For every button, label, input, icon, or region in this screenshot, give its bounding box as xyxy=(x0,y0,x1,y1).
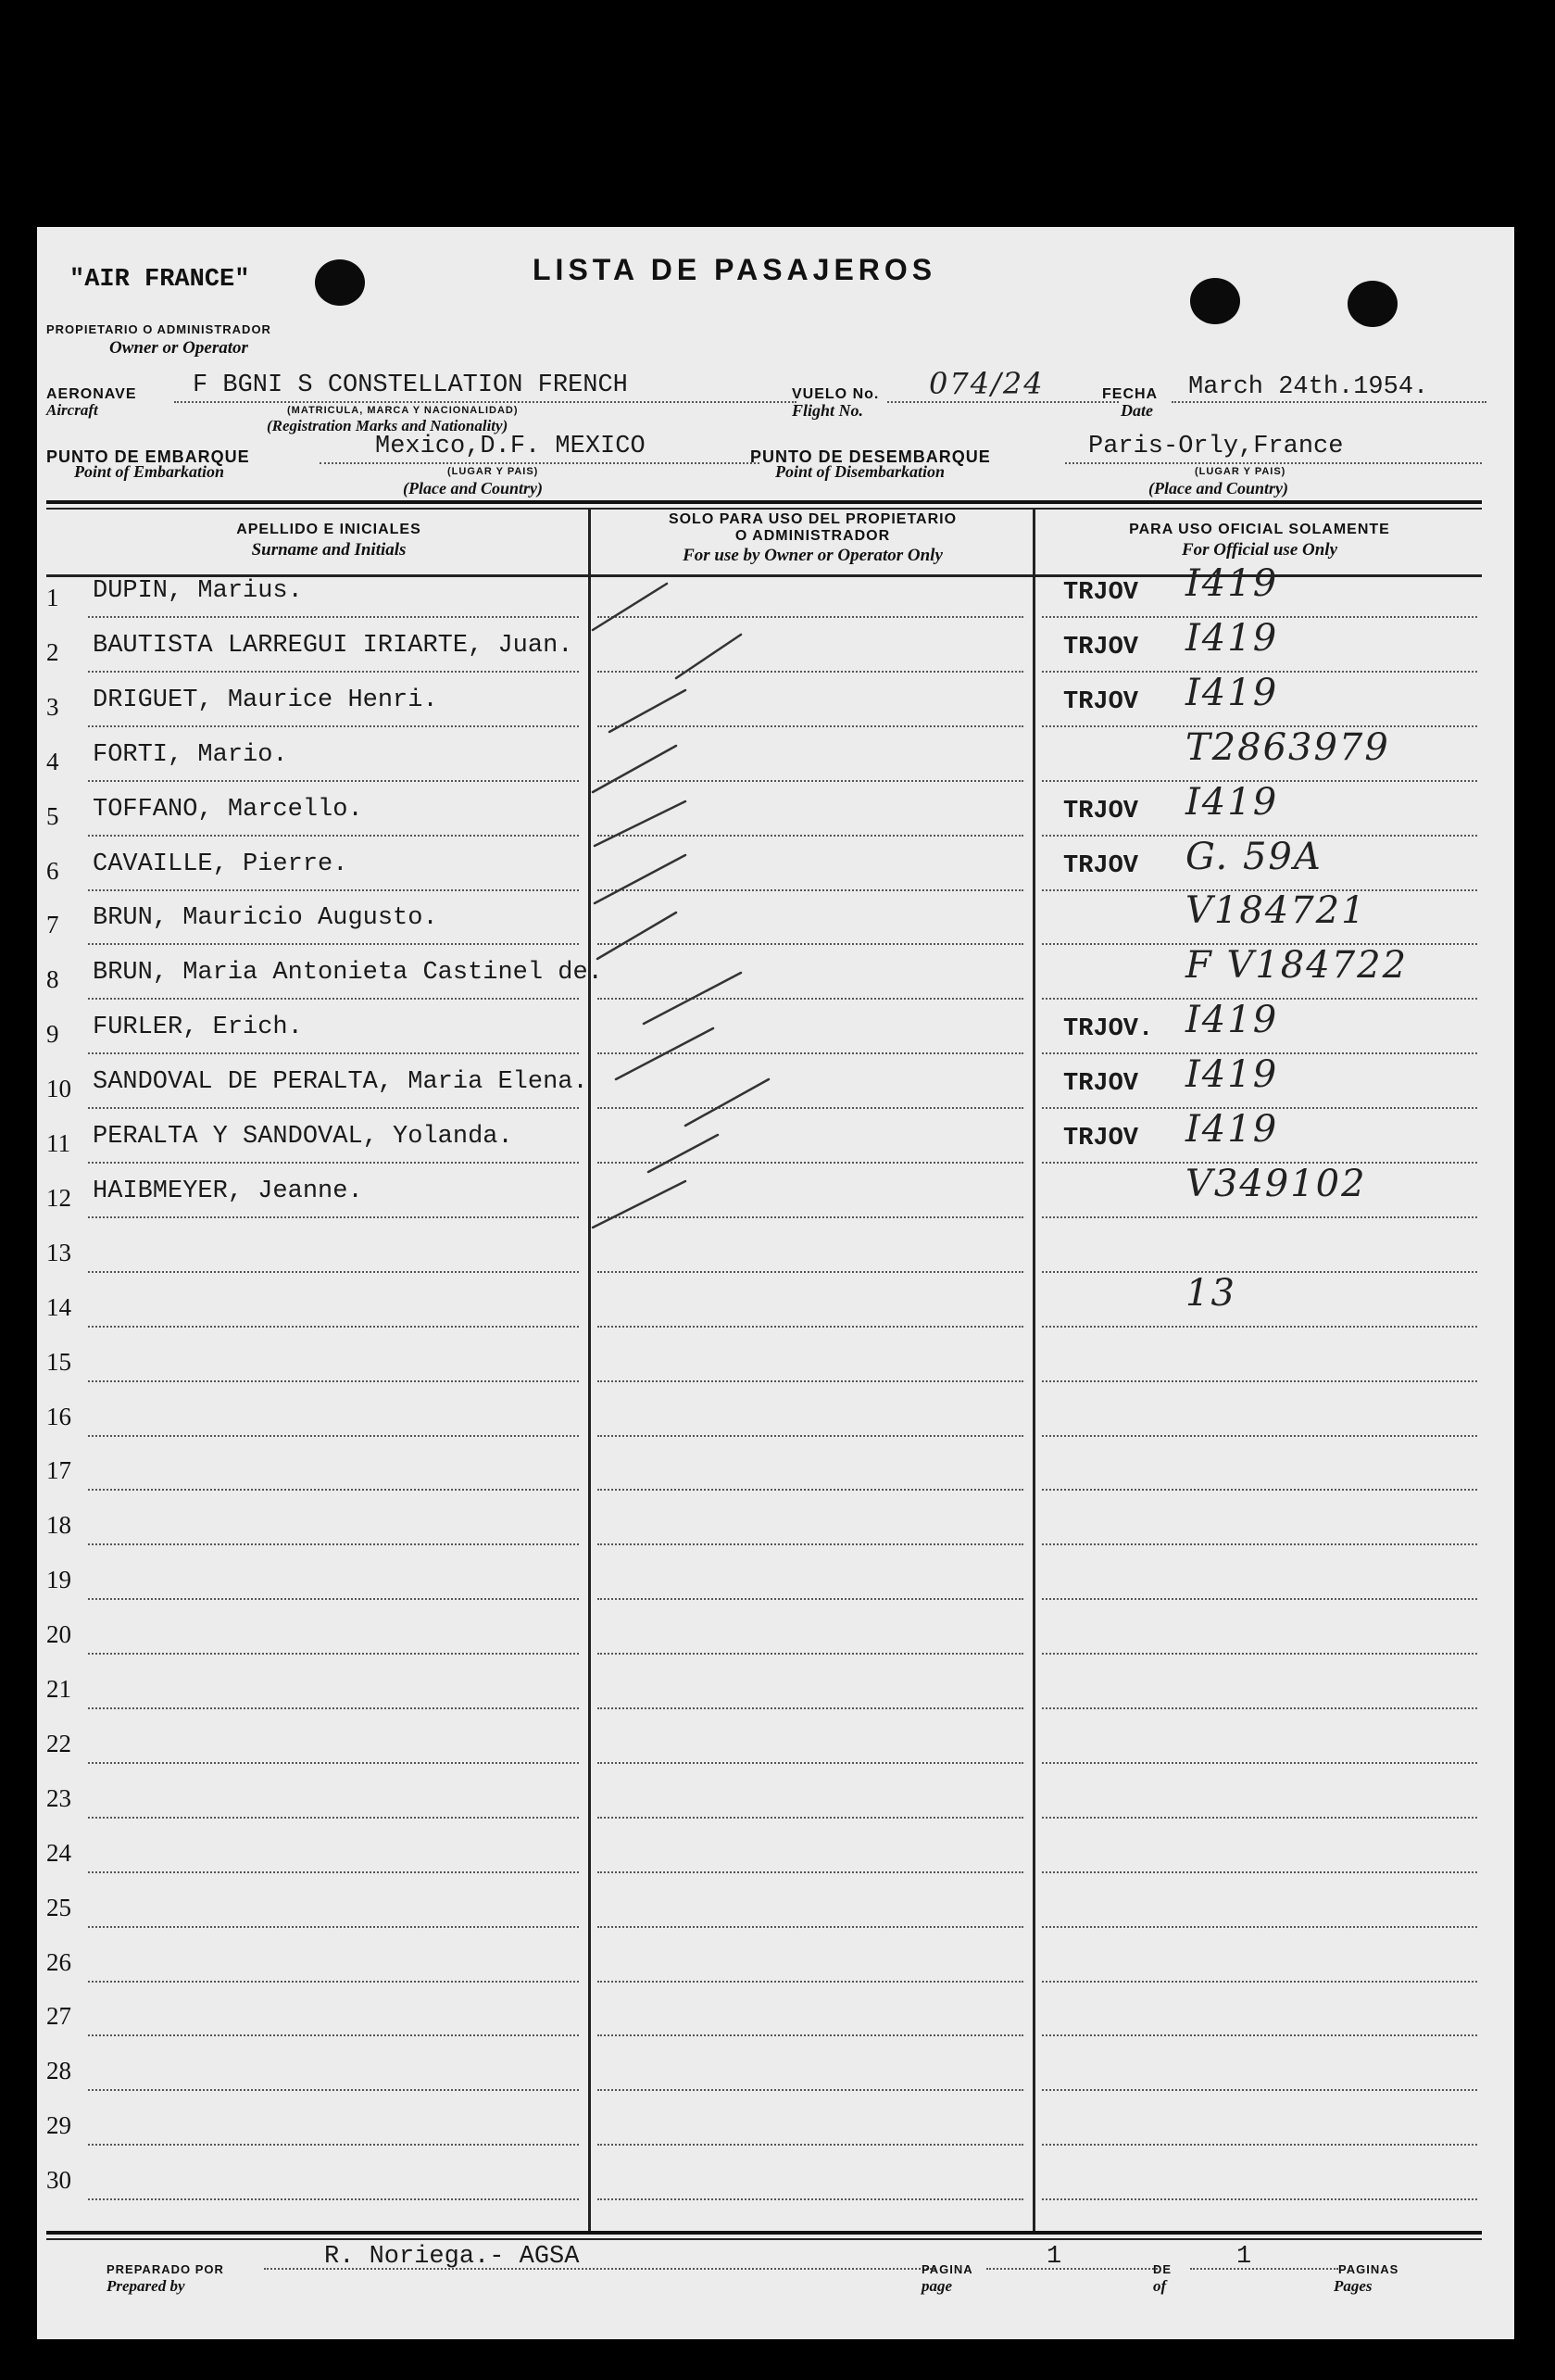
official-annotation: I419 xyxy=(1185,671,1279,714)
row-number: 4 xyxy=(46,747,59,775)
embark-caption: (LUGAR Y PAIS) xyxy=(447,466,539,477)
col-header-official: PARA USO OFICIAL SOLAMENTE xyxy=(1129,522,1390,537)
row-number: 13 xyxy=(46,1238,71,1266)
row-number: 20 xyxy=(46,1620,71,1649)
aircraft-caption: (MATRICULA, MARCA Y NACIONALIDAD) xyxy=(287,405,519,416)
official-annotation: F V184722 xyxy=(1185,944,1409,988)
official-annotation: I419 xyxy=(1185,562,1279,605)
row-number: 23 xyxy=(46,1783,71,1812)
bottom-rule xyxy=(46,2231,1482,2235)
official-stamp: TRJOV xyxy=(1063,633,1139,661)
passenger-name: TOFFANO, Marcello. xyxy=(93,795,363,824)
passenger-name: BRUN, Maria Antonieta Castinel de. xyxy=(93,959,603,988)
row-number: 8 xyxy=(46,965,59,994)
disembark-caption-en: (Place and Country) xyxy=(1148,479,1288,497)
check-mark xyxy=(685,1079,769,1126)
passenger-name: DUPIN, Marius. xyxy=(93,577,303,605)
official-annotation: I419 xyxy=(1185,1053,1279,1097)
of-label-en: of xyxy=(1153,2277,1167,2295)
date-label: FECHA xyxy=(1102,386,1159,402)
of-value: 1 xyxy=(1236,2243,1252,2271)
operator-label: PROPIETARIO O ADMINISTRADOR xyxy=(46,322,271,336)
row-number: 19 xyxy=(46,1566,71,1594)
passenger-name: FURLER, Erich. xyxy=(93,1014,303,1042)
page-value: 1 xyxy=(1047,2243,1062,2271)
check-marks xyxy=(37,227,1514,2339)
prepared-underline xyxy=(264,2268,935,2270)
row-number: 5 xyxy=(46,801,59,830)
disembark-caption: (LUGAR Y PAIS) xyxy=(1195,466,1286,477)
official-annotation: I419 xyxy=(1185,616,1279,660)
row-number: 1 xyxy=(46,584,59,611)
official-stamp: TRJOV xyxy=(1063,797,1139,825)
row-number: 17 xyxy=(46,1456,71,1485)
date-label-en: Date xyxy=(1121,401,1153,420)
official-stamp: TRJOV xyxy=(1063,851,1139,880)
operator-label-en: Owner or Operator xyxy=(109,338,248,358)
passenger-list-form xyxy=(37,227,1514,2339)
row-number: 3 xyxy=(46,692,59,721)
page-label-en: page xyxy=(922,2277,953,2295)
form-title: LISTA DE PASAJEROS xyxy=(533,253,937,286)
date-value: March 24th.1954. xyxy=(1188,373,1429,401)
row-number: 25 xyxy=(46,1893,71,1921)
passenger-name: DRIGUET, Maurice Henri. xyxy=(93,686,438,714)
official-stamp: TRJOV. xyxy=(1063,1015,1154,1044)
page-underline xyxy=(986,2268,1158,2270)
official-stamp: TRJOV xyxy=(1063,579,1139,607)
row-number: 9 xyxy=(46,1020,59,1049)
passenger-name: HAIBMEYER, Jeanne. xyxy=(93,1177,363,1205)
check-mark xyxy=(593,584,667,630)
row-number: 21 xyxy=(46,1675,71,1703)
of-label: DE xyxy=(1153,2262,1173,2276)
pages-label-en: Pages xyxy=(1334,2277,1373,2295)
passenger-name: BAUTISTA LARREGUI IRIARTE, Juan. xyxy=(93,631,573,660)
check-mark xyxy=(595,801,685,846)
flight-label: VUELO No. xyxy=(792,386,880,402)
flight-label-en: Flight No. xyxy=(792,401,864,420)
row-number: 14 xyxy=(46,1292,71,1321)
official-stamp: TRJOV xyxy=(1063,687,1139,716)
row-number: 27 xyxy=(46,2002,71,2031)
operator-name: "AIR FRANCE" xyxy=(69,266,250,294)
passenger-name: SANDOVAL DE PERALTA, Maria Elena. xyxy=(93,1068,588,1097)
of-underline xyxy=(1190,2268,1338,2270)
embark-caption-en: (Place and Country) xyxy=(403,479,543,497)
aircraft-label-en: Aircraft xyxy=(46,401,98,419)
disembark-value: Paris-Orly,France xyxy=(1088,433,1344,460)
col-header-official-en: For Official use Only xyxy=(1181,540,1337,560)
official-annotation: I419 xyxy=(1185,999,1279,1042)
row-number: 16 xyxy=(46,1402,71,1430)
bottom-rule xyxy=(46,2238,1482,2240)
row-number: 15 xyxy=(46,1347,71,1376)
check-mark xyxy=(616,1028,713,1079)
row-number: 18 xyxy=(46,1511,71,1540)
passenger-name: FORTI, Mario. xyxy=(93,740,288,769)
col-header-owner-2: O ADMINISTRADOR xyxy=(734,528,891,544)
check-mark xyxy=(595,855,685,903)
official-stamp: TRJOV xyxy=(1063,1125,1139,1152)
official-annotation: V349102 xyxy=(1185,1162,1367,1205)
passenger-name: PERALTA Y SANDOVAL, Yolanda. xyxy=(93,1123,513,1151)
row-number: 24 xyxy=(46,1838,71,1867)
row-number: 2 xyxy=(46,637,59,666)
row-number: 12 xyxy=(46,1183,71,1212)
embark-value: Mexico,D.F. MEXICO xyxy=(375,433,646,460)
official-annotation: V184721 xyxy=(1185,889,1367,933)
page-label: PAGINA xyxy=(922,2262,973,2276)
official-stamp: TRJOV xyxy=(1063,1070,1139,1099)
col-header-owner: SOLO PARA USO DEL PROPIETARIO xyxy=(668,511,958,527)
embark-label: PUNTO DE EMBARQUE xyxy=(46,447,250,466)
check-mark xyxy=(609,690,685,732)
prepared-label-en: Prepared by xyxy=(107,2277,185,2295)
row-number: 6 xyxy=(46,856,59,885)
col-header-owner-en: For use by Owner or Operator Only xyxy=(683,546,943,565)
check-mark xyxy=(593,1181,685,1228)
check-mark xyxy=(644,973,741,1024)
aircraft-label: AERONAVE xyxy=(46,386,137,402)
row-number: 11 xyxy=(46,1129,70,1157)
passenger-name: BRUN, Mauricio Augusto. xyxy=(93,904,438,933)
embark-label-en: Point of Embarkation xyxy=(74,462,225,481)
row-number: 7 xyxy=(46,911,59,939)
prepared-value: R. Noriega.- AGSA xyxy=(324,2243,580,2271)
row-number: 28 xyxy=(46,2057,71,2085)
row-number: 30 xyxy=(46,2166,71,2195)
aircraft-value: F BGNI S CONSTELLATION FRENCH xyxy=(193,371,628,399)
official-annotation: I419 xyxy=(1185,780,1279,824)
check-mark xyxy=(597,913,676,959)
row-number: 29 xyxy=(46,2111,71,2140)
row-number: 22 xyxy=(46,1729,71,1757)
aircraft-caption-en: (Registration Marks and Nationality) xyxy=(267,417,508,434)
pages-label: PAGINAS xyxy=(1338,2262,1399,2276)
official-annotation: I419 xyxy=(1185,1108,1279,1151)
official-annotation: G. 59A xyxy=(1185,835,1323,878)
row-number: 26 xyxy=(46,1947,71,1976)
prepared-label: PREPARADO POR xyxy=(107,2262,224,2276)
check-mark xyxy=(676,635,741,678)
check-mark xyxy=(593,746,676,792)
passenger-name: CAVAILLE, Pierre. xyxy=(93,850,348,878)
col-header-surname: APELLIDO E INICIALES xyxy=(236,522,421,537)
flight-value: 074/24 xyxy=(929,366,1045,401)
disembark-label: PUNTO DE DESEMBARQUE xyxy=(750,447,991,466)
col-header-surname-en: Surname and Initials xyxy=(251,540,407,560)
disembark-label-en: Point of Disembarkation xyxy=(775,462,946,481)
row-number: 10 xyxy=(46,1075,71,1103)
official-annotation: 13 xyxy=(1185,1271,1236,1315)
check-mark xyxy=(648,1135,718,1172)
official-annotation: T2863979 xyxy=(1185,725,1390,769)
